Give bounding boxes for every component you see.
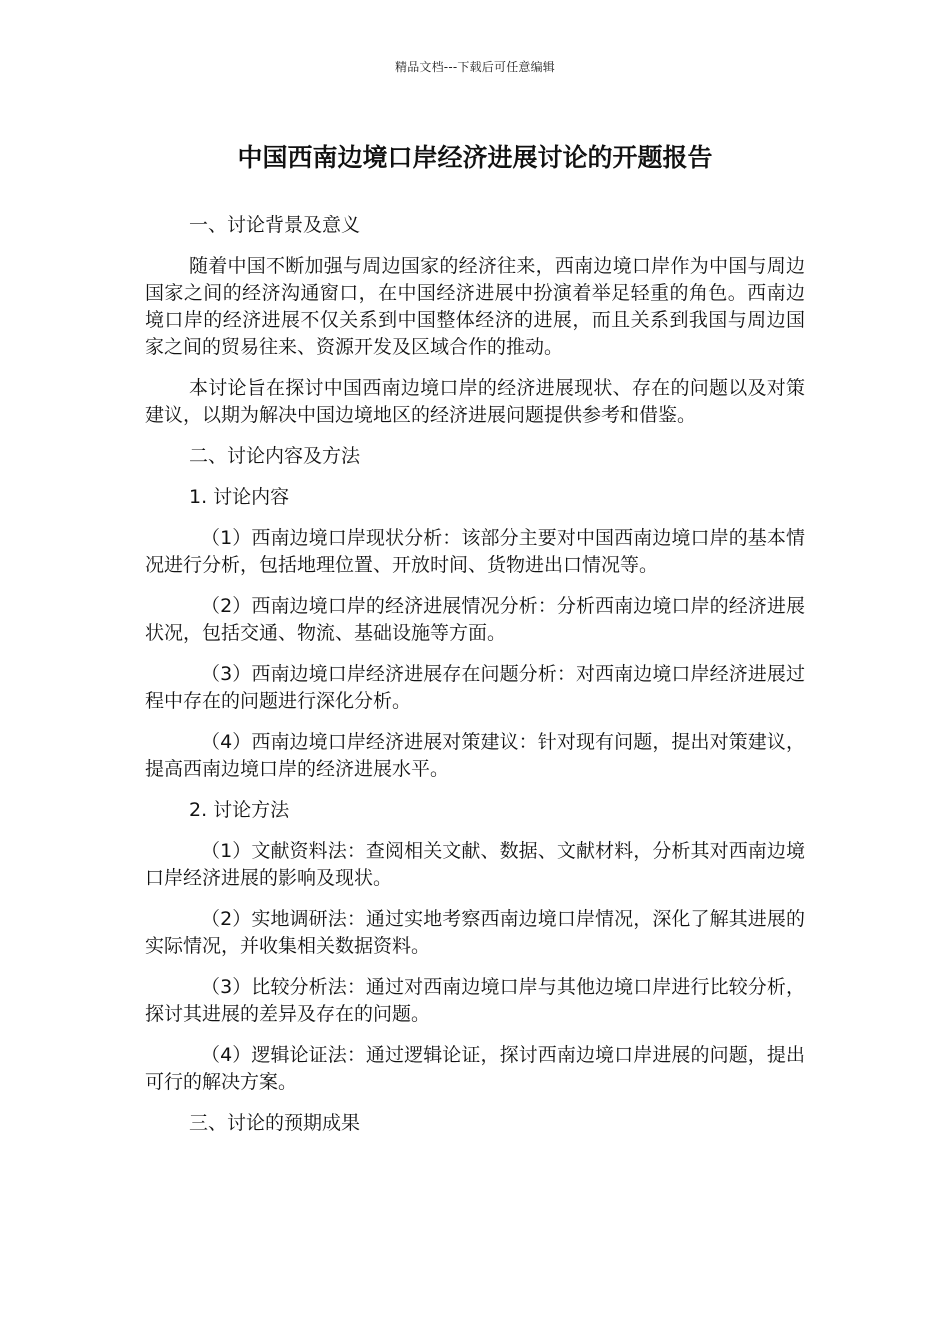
document-body [145, 212, 805, 1151]
content-item: （4）西南边境口岸经济进展对策建议：针对现有问题，提出对策建议，提高西南边境口岸的经济进展水平。 [145, 731, 805, 780]
subsection-heading-methods: 2. 讨论方法 [189, 799, 290, 821]
header-note: 精品文档---下载后可任意编辑 [395, 60, 555, 74]
method-item: （3）比较分析法：通过对西南边境口岸与其他边境口岸进行比较分析，探讨其进展的差异及存在的问题。 [145, 976, 805, 1025]
method-item: （2）实地调研法：通过实地考察西南边境口岸情况，深化了解其进展的实际情况，并收集相关数据资料。 [145, 908, 805, 957]
paragraph-purpose: 本讨论旨在探讨中国西南边境口岸的经济进展现状、存在的问题以及对策建议，以期为解决中国边境地区的经济进展问题提供参考和借鉴。 [145, 377, 805, 426]
section-heading-3: 三、讨论的预期成果 [189, 1112, 361, 1134]
content-item: （1）西南边境口岸现状分析：该部分主要对中国西南边境口岸的基本情况进行分析，包括地理位置、开放时间、货物进出口情况等。 [145, 527, 805, 576]
document-title: 中国西南边境口岸经济进展讨论的开题报告 [237, 143, 713, 172]
section-heading-1: 一、讨论背景及意义 [189, 214, 361, 236]
paragraph-background: 随着中国不断加强与周边国家的经济往来，西南边境口岸作为中国与周边国家之间的经济沟通窗口，在中国经济进展中扮演着举足轻重的角色。西南边境口岸的经济进展不仅关系到中国整体经济的进展，而且关系到我国与周边国家之间的贸易往来、资源开发及区域合作的推动。 [145, 255, 805, 358]
method-item: （4）逻辑论证法：通过逻辑论证，探讨西南边境口岸进展的问题，提出可行的解决方案。 [145, 1044, 805, 1093]
method-item: （1）文献资料法：查阅相关文献、数据、文献材料，分析其对西南边境口岸经济进展的影响及现状。 [145, 840, 805, 889]
content-item: （2）西南边境口岸的经济进展情况分析：分析西南边境口岸的经济进展状况，包括交通、物流、基础设施等方面。 [145, 595, 805, 644]
subsection-heading-content: 1. 讨论内容 [189, 486, 290, 508]
content-item: （3）西南边境口岸经济进展存在问题分析：对西南边境口岸经济进展过程中存在的问题进行深化分析。 [145, 663, 805, 712]
section-heading-2: 二、讨论内容及方法 [189, 445, 361, 467]
